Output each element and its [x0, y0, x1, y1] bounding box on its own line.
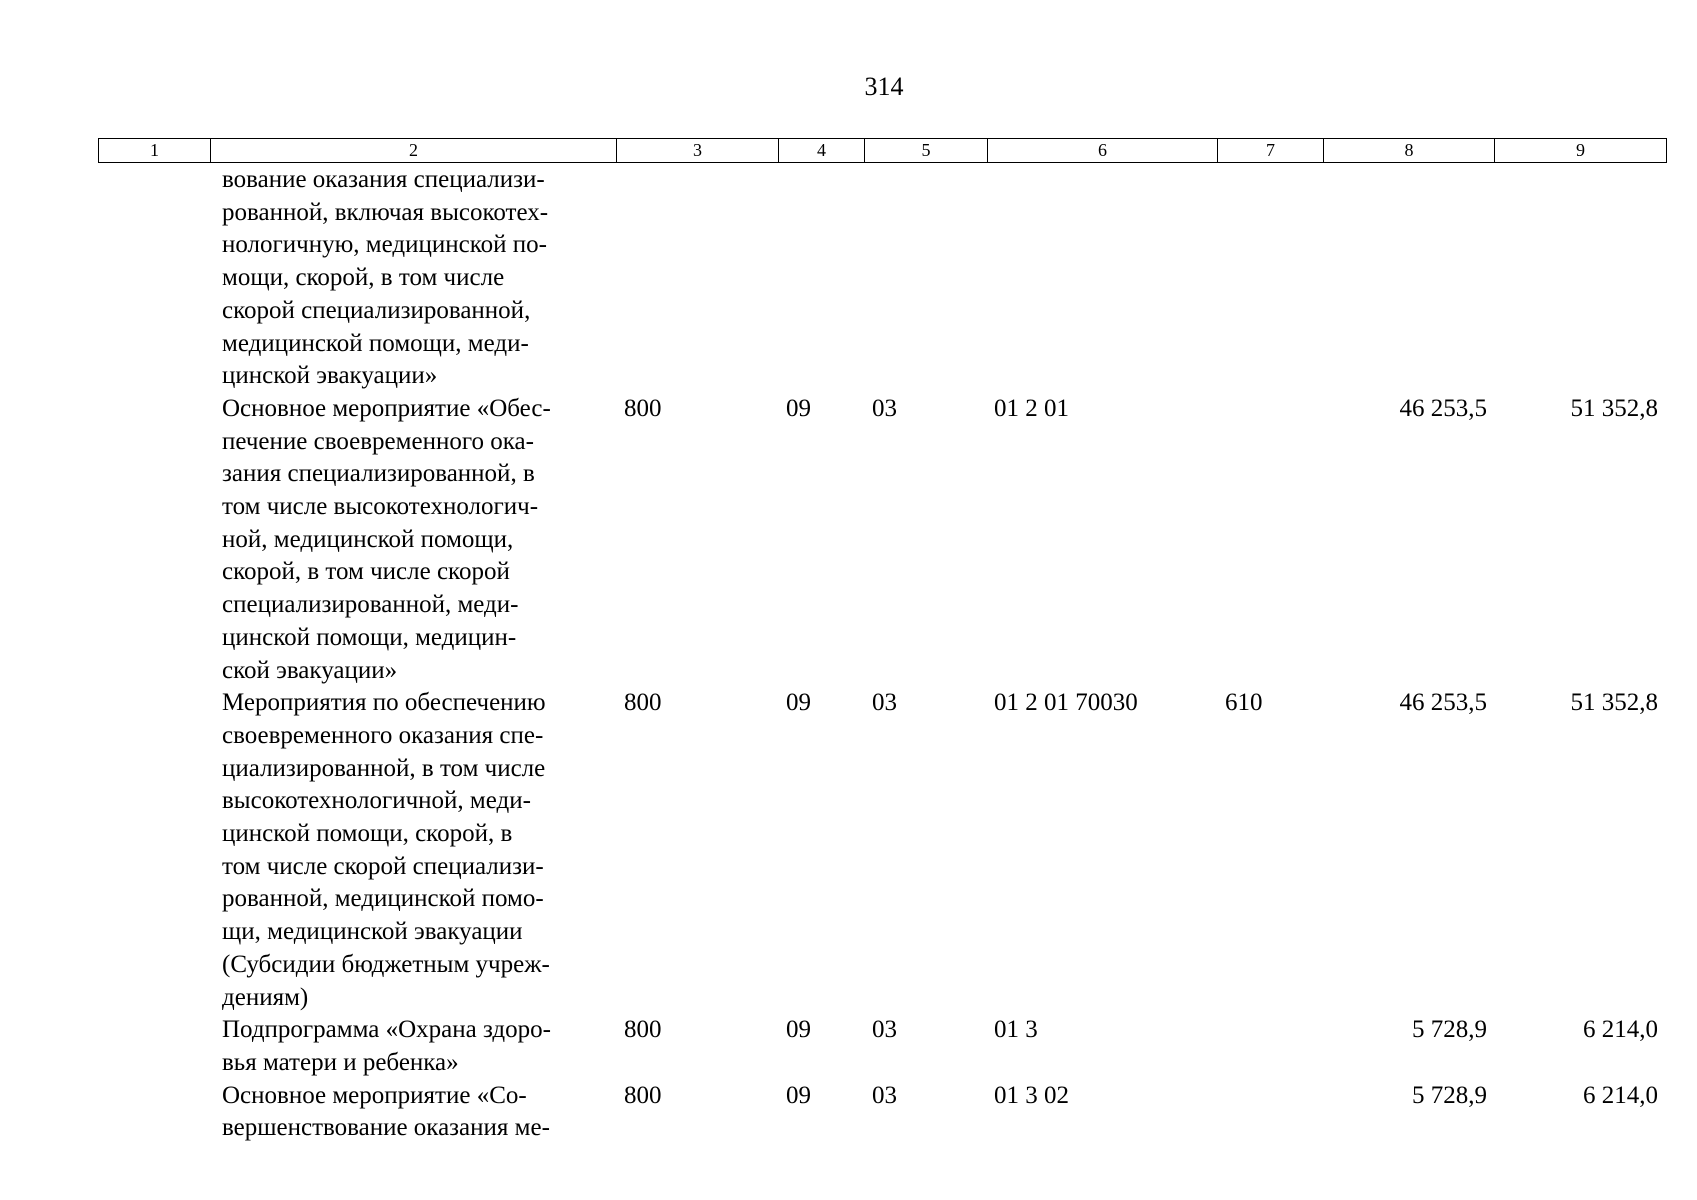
header-col-4: 4: [779, 139, 865, 163]
row-name-line: Мероприятия по обеспечению: [222, 689, 546, 717]
col-6-target-article: 01 3 02: [994, 1081, 1069, 1109]
col-5-subsection: 03: [872, 1081, 897, 1109]
row-name-line: щи, медицинской эвакуации: [222, 918, 523, 946]
row-name-line: цинской помощи, скорой, в: [222, 820, 513, 847]
col-5-subsection: 03: [872, 1016, 897, 1044]
row-name-line: нологичную, медицинской по-: [222, 231, 547, 259]
row-name-line: печение своевременного ока-: [222, 427, 534, 455]
row-name-line: том числе высокотехнологич-: [222, 493, 539, 520]
col-3-code: 800: [624, 689, 662, 717]
row-name-line: Основное мероприятие «Обес-: [222, 394, 551, 422]
row-name-line: вование оказания специализи-: [222, 166, 545, 193]
row-name-line: мощи, скорой, в том числе: [222, 264, 505, 292]
header-col-8: 8: [1324, 139, 1495, 163]
row-name-line: медицинской помощи, меди-: [222, 329, 529, 357]
col-7-expense-type: 610: [1225, 689, 1263, 717]
col-8-amount: 5 728,9: [1412, 1016, 1487, 1044]
header-col-2: 2: [211, 139, 617, 163]
col-6-target-article: 01 2 01: [994, 394, 1069, 422]
row-name: [222, 1080, 602, 1145]
row-name-line: скорой, в том числе скорой: [222, 558, 510, 586]
col-4-section: 09: [786, 394, 811, 422]
col-9-amount: 6 214,0: [1583, 1016, 1658, 1044]
row-name-line: Основное мероприятие «Со-: [222, 1081, 527, 1109]
col-9-amount: 51 352,8: [1570, 689, 1658, 717]
row-name-line: зания специализированной, в: [222, 460, 535, 488]
page-number: 314: [864, 72, 904, 101]
column-number-header: [98, 138, 1667, 163]
col-8-amount: 46 253,5: [1399, 394, 1487, 422]
row-name-line: вья матери и ребенка»: [222, 1048, 459, 1076]
row-name-line: рованной, медицинской помо-: [222, 885, 544, 913]
row-name-line: Подпрограмма «Охрана здоро-: [222, 1016, 551, 1044]
row-name-line: ной, медицинской помощи,: [222, 525, 514, 553]
col-8-amount: 5 728,9: [1412, 1081, 1487, 1109]
col-9-amount: 51 352,8: [1570, 394, 1658, 422]
row-name-line: ской эвакуации»: [222, 656, 398, 684]
col-3-code: 800: [624, 394, 662, 422]
row-name: [222, 1014, 602, 1079]
row-name-line: вершенствование оказания ме-: [222, 1114, 550, 1142]
row-name-line: своевременного оказания спе-: [222, 721, 544, 749]
row-name: [222, 393, 602, 687]
row-name-line: том числе скорой специализи-: [222, 852, 544, 880]
row-name-line: скорой специализированной,: [222, 296, 531, 324]
col-4-section: 09: [786, 689, 811, 717]
row-name: [222, 687, 602, 1014]
col-3-code: 800: [624, 1081, 662, 1109]
header-col-6: 6: [988, 139, 1218, 163]
col-3-code: 800: [624, 1016, 662, 1044]
row-name-line: (Субсидии бюджетным учреж-: [222, 950, 550, 978]
row-name-line: циализированной, в том числе: [222, 754, 546, 782]
row-name-line: рованной, включая высокотех-: [222, 198, 549, 226]
row-name: [222, 164, 602, 393]
col-6-target-article: 01 2 01 70030: [994, 689, 1138, 717]
row-name-line: высокотехнологичной, меди-: [222, 787, 531, 815]
col-4-section: 09: [786, 1081, 811, 1109]
col-8-amount: 46 253,5: [1399, 689, 1487, 717]
row-name-line: дениям): [222, 983, 309, 1011]
header-col-5: 5: [865, 139, 988, 163]
row-name-line: специализированной, меди-: [222, 591, 519, 619]
header-col-9: 9: [1495, 139, 1667, 163]
header-col-3: 3: [617, 139, 779, 163]
col-6-target-article: 01 3: [994, 1016, 1038, 1044]
row-name-line: цинской эвакуации»: [222, 362, 438, 390]
col-9-amount: 6 214,0: [1583, 1081, 1658, 1109]
col-5-subsection: 03: [872, 394, 897, 422]
col-5-subsection: 03: [872, 689, 897, 717]
row-name-line: цинской помощи, медицин-: [222, 623, 517, 651]
header-col-7: 7: [1218, 139, 1324, 163]
col-4-section: 09: [786, 1016, 811, 1044]
header-col-1: 1: [99, 139, 211, 163]
